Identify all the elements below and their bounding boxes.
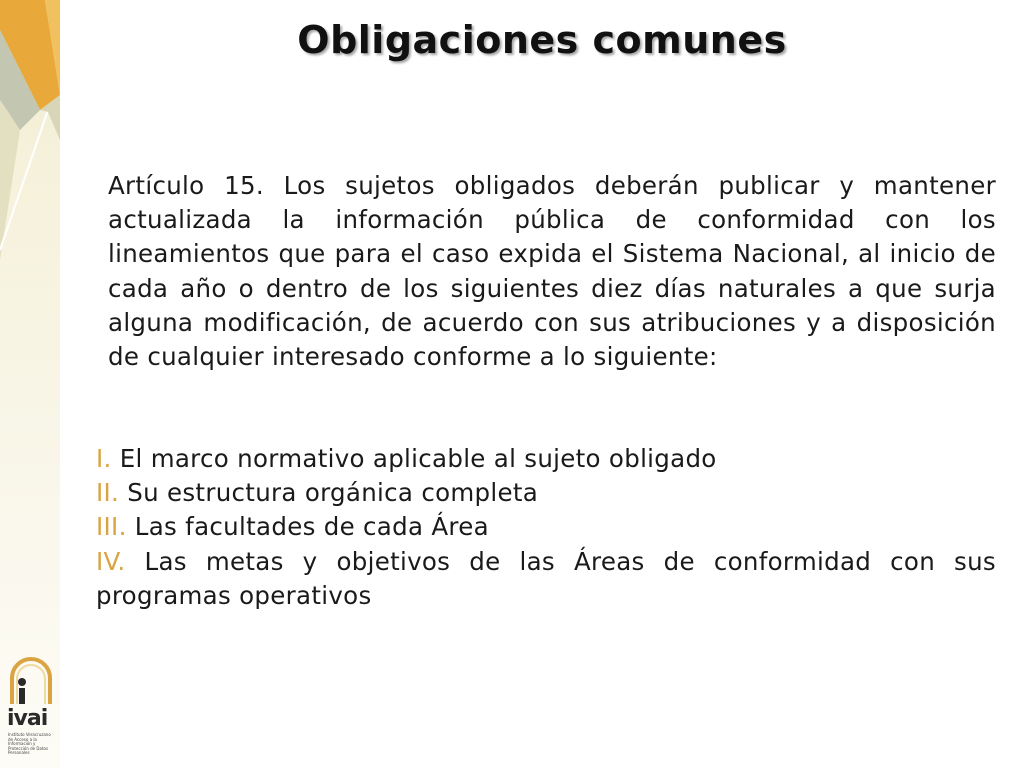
list-item bbox=[96, 510, 996, 544]
logo-wordmark: ivai bbox=[7, 706, 48, 731]
list-item-text: Las metas y objetivos de las Áreas de conformidad con sus programas operativos bbox=[96, 546, 996, 610]
list-item-number: I. bbox=[96, 444, 112, 473]
obligations-list bbox=[96, 442, 996, 613]
list-item bbox=[96, 442, 996, 476]
slide-title: Obligaciones comunes bbox=[297, 18, 787, 62]
list-item-text: Su estructura orgánica completa bbox=[119, 478, 539, 508]
list-item-number: II. bbox=[96, 478, 120, 508]
band-shapes bbox=[0, 0, 60, 768]
list-item-number: IV. bbox=[96, 546, 126, 576]
article-label: Artículo 15. bbox=[108, 171, 264, 200]
list-item bbox=[96, 545, 996, 613]
list-item bbox=[96, 476, 996, 510]
list-item-number: III. bbox=[96, 512, 127, 542]
logo-subtitle: Instituto Veracruzano de Acceso a la Información y Protección de Datos Personales bbox=[8, 732, 51, 755]
decorative-left-band bbox=[0, 0, 60, 768]
list-item-text: Las facultades de cada Área bbox=[126, 512, 489, 542]
article-paragraph bbox=[108, 169, 996, 374]
list-item-text: El marco normativo aplicable al sujeto obligado bbox=[111, 444, 717, 473]
article-text: Los sujetos obligados deberán publicar y mantener actualizada la información pública de conformidad con los lineamientos que para el caso expida el Sistema Nacional, al inicio de cada año o dentro de los siguientes diez días naturales a que surja alguna modificación, de acuerdo con sus atribuciones y a disposición de cualquier interesado conforme a lo siguiente: bbox=[108, 171, 996, 372]
